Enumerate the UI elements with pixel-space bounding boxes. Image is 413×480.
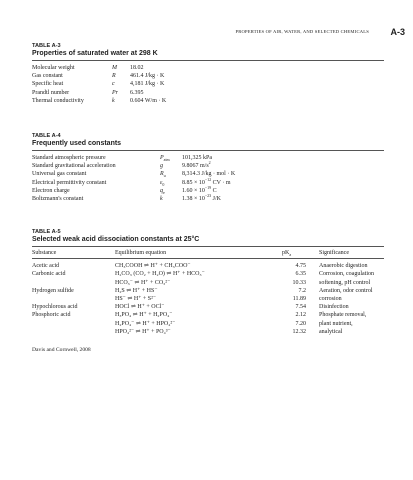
property-name: Prandtl number [32, 89, 70, 96]
table-row [32, 97, 384, 105]
property-value: 461.4 J/kg · K [130, 73, 165, 80]
table-title: Frequently used constants [32, 140, 122, 147]
col-header-equation: Equilibrium equation [115, 250, 167, 256]
significance-cell: Disinfection [319, 304, 349, 311]
property-symbol: R [112, 73, 116, 80]
symbol-letter: g [160, 163, 163, 170]
constant-symbol [160, 162, 163, 170]
equation-cell: HPO₄²⁻ ⇌ H⁺ + PO₄³⁻ [115, 328, 171, 335]
property-value: 6.395 [130, 89, 144, 96]
table-a3 [32, 43, 384, 105]
symbol-letter: P [160, 155, 164, 161]
symbol-letter: R [160, 171, 164, 178]
value-exponent: −23 [204, 192, 212, 198]
substance-cell: Phosphoric acid [32, 312, 71, 319]
col-header-significance: Significance [319, 250, 349, 256]
constant-value [182, 192, 221, 203]
pk-cell: 7.54 [295, 304, 306, 311]
table-top-rule [32, 150, 384, 151]
table-row [32, 311, 384, 319]
table-row [32, 279, 384, 287]
significance-cell: plant nutrient, [319, 320, 353, 327]
table-title: Selected weak acid dissociation constants at 25°C [32, 236, 200, 243]
equation-cell: H₂PO₄⁻ ⇌ H⁺ + HPO₄²⁻ [115, 320, 176, 327]
value-text: 8.85 × 10 [182, 179, 205, 186]
property-name: Specific heat [32, 81, 64, 88]
value-text: 9.8067 m/s [182, 163, 209, 170]
constant-name: Electron charge [32, 187, 70, 194]
table-label: TABLE A-3 [32, 43, 61, 49]
pk-cell: 11.89 [292, 295, 306, 302]
substance-cell: Hypochlorous acid [32, 304, 78, 311]
equation-cell: H₃PO₄ ⇌ H⁺ + H₂PO₄⁻ [115, 312, 173, 319]
significance-cell: analytical [319, 328, 343, 335]
constant-value [182, 154, 212, 162]
table-header-row [32, 249, 384, 257]
significance-cell: Corrosion, coagulation [319, 271, 374, 278]
equation-cell: HS⁻ ⇌ H⁺ + S²⁻ [115, 295, 157, 302]
constant-symbol [160, 154, 170, 162]
equation-cell: H₂S ⇌ H⁺ + HS⁻ [115, 287, 158, 294]
table-row [32, 262, 384, 270]
constant-name: Universal gas constant [32, 171, 87, 178]
constant-symbol [160, 179, 164, 187]
table-body [32, 64, 384, 105]
table-row [32, 303, 384, 311]
significance-cell: Phosphate removal, [319, 312, 367, 319]
table-label: TABLE A-5 [32, 229, 61, 235]
significance-cell: Anaerobic digestion [319, 263, 368, 270]
table-row [32, 72, 384, 80]
table-top-rule [32, 246, 384, 247]
symbol-letter: ε [160, 179, 163, 186]
constant-symbol [160, 170, 166, 178]
pk-cell: 12.32 [292, 328, 306, 335]
constant-name: Standard atmospheric pressure [32, 155, 106, 161]
symbol-letter: q [160, 187, 163, 194]
equation-cell: HCO₃⁻ ⇌ H⁺ + CO₃²⁻ [115, 279, 171, 286]
equation-cell: HOCl ⇌ H⁺ + OCl⁻ [115, 304, 165, 311]
pk-cell: 6.35 [295, 271, 306, 278]
table-row [32, 270, 384, 278]
constant-symbol [160, 187, 165, 195]
property-value: 0.604 W/m · K [130, 97, 167, 104]
substance-cell: Carbonic acid [32, 271, 66, 278]
substance-cell: Hydrogen sulfide [32, 287, 74, 294]
symbol-subscript: atm [163, 157, 170, 163]
value-text: 1.38 × 10 [182, 195, 205, 202]
table-row [32, 64, 384, 72]
significance-cell: Aeration, odor control [319, 287, 373, 294]
equation-cell: H₂CO₃ (CO₂ + H₂O) ⇌ H⁺ + HCO₃⁻ [115, 271, 205, 278]
value-text: 8,314.3 J/kg · mol · K [182, 171, 236, 178]
significance-cell: softening, pH control [319, 279, 371, 286]
value-text: 101,325 kPa [182, 155, 212, 161]
property-symbol: M [112, 65, 117, 71]
property-name: Molecular weight [32, 65, 75, 71]
property-name: Gas constant [32, 73, 63, 80]
table-header-rule [32, 258, 384, 259]
constant-name: Electrical permittivity constant [32, 179, 107, 186]
property-symbol: k [112, 97, 115, 104]
equation-cell: CH₃COOH ⇌ H⁺ + CH₃COO⁻ [115, 263, 191, 270]
col-header-pk: $pK_a$ [282, 250, 292, 258]
table-row [32, 80, 384, 88]
property-value: 18.02 [130, 65, 144, 71]
running-title: PROPERTIES OF AIR, WATER, AND SELECTED CHEMICALS [235, 29, 369, 34]
table-label: TABLE A-4 [32, 133, 61, 139]
table-row [32, 162, 384, 170]
symbol-subscript: e [163, 189, 165, 195]
pk-cell: 4.75 [295, 263, 306, 270]
property-symbol: Pr [112, 89, 118, 96]
significance-cell: corrosion [319, 295, 342, 302]
constant-name: Standard gravitational acceleration [32, 163, 116, 170]
symbol-subscript: u [163, 173, 166, 179]
table-row [32, 295, 384, 303]
table-body [32, 262, 384, 336]
value-unit: CV · m [211, 179, 231, 186]
pk-cell: 7.2 [298, 287, 306, 294]
col-header-substance: Substance [32, 250, 57, 256]
constant-value [182, 184, 217, 195]
table-body [32, 154, 384, 203]
value-unit: C [211, 187, 217, 194]
substance-cell: Acetic acid [32, 263, 60, 270]
constant-name: Boltzmann's constant [32, 195, 84, 202]
table-top-rule [32, 60, 384, 61]
pk-cell: 2.12 [295, 312, 306, 319]
table-row [32, 192, 384, 203]
value-exponent: −19 [204, 184, 212, 190]
constant-symbol [160, 195, 163, 203]
page-header [36, 27, 405, 39]
table-row [32, 89, 384, 97]
property-symbol: c [112, 81, 115, 88]
property-value: 4,181 J/kg · K [130, 81, 165, 88]
value-exponent: 2 [208, 160, 211, 166]
pk-cell: 7.20 [295, 320, 306, 327]
table-title: Properties of saturated water at 298 K [32, 50, 158, 57]
table-a4 [32, 133, 384, 203]
page-number: A-3 [390, 27, 405, 37]
constant-value [182, 162, 211, 170]
table-row [32, 320, 384, 328]
value-exponent: −12 [204, 176, 212, 182]
pk-cell: 10.33 [292, 279, 306, 286]
table-row [32, 328, 384, 336]
table-a5 [32, 229, 384, 336]
symbol-letter: k [160, 195, 163, 202]
property-name: Thermal conductivity [32, 97, 84, 104]
source-note: Davis and Cornwell, 2008 [32, 347, 91, 353]
value-text: 1.60 × 10 [182, 187, 205, 194]
value-unit: J/K [211, 195, 221, 202]
symbol-subscript: 0 [162, 181, 165, 187]
table-row [32, 287, 384, 295]
